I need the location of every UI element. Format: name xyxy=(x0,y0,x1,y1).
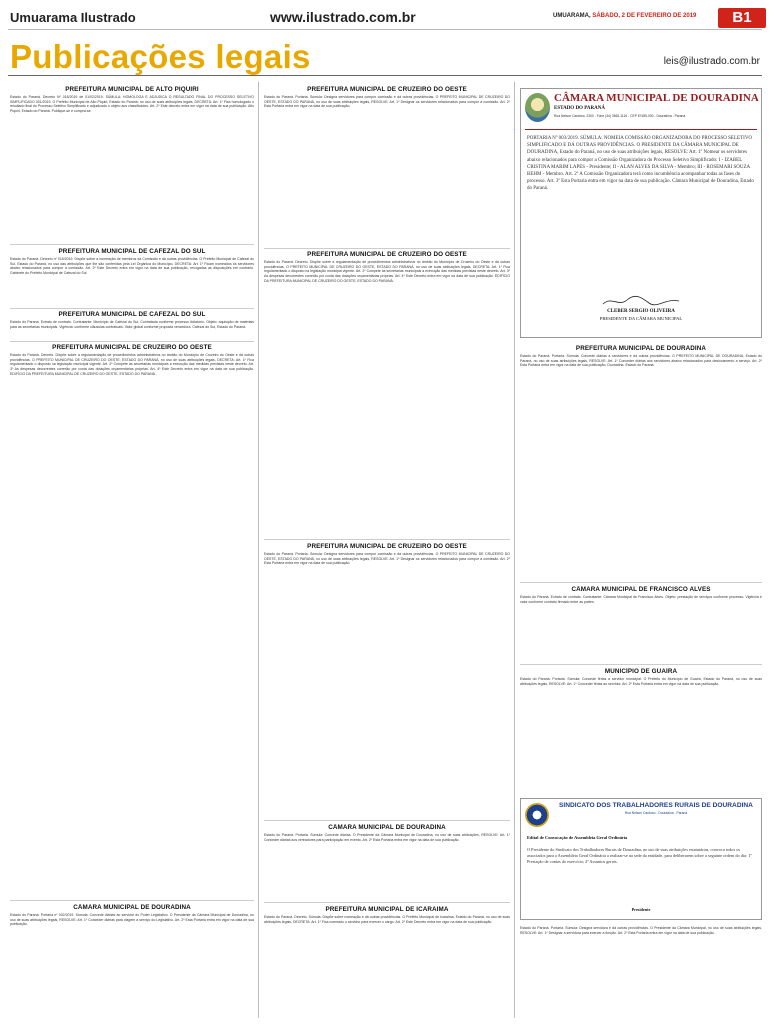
notice-body: Estado do Paraná. Portaria. Súmula: Designa servidores para compor comissão e dá outras providências. O PREFEITO MUNICIPAL DE CRUZEIRO DO OESTE, ESTADO DO PARANÁ, no uso de suas atribuições legais, RESOLVE: Art. 1º Designar os servidores relacionados para compor a comissão. Art. 2º Esta Portaria entra em vigor na data de sua publicação. xyxy=(264,95,510,109)
coat-of-arms-icon xyxy=(525,93,550,122)
notice-divider xyxy=(10,341,254,342)
notice-heading: CÂMARA MUNICIPAL DE DOURADINA xyxy=(73,904,191,911)
ad-heading: Edital de Convocação de Assembleia Geral Ordinária xyxy=(527,835,628,840)
notice-cafezal-2 xyxy=(10,311,254,339)
date: SÁBADO, 2 DE FEVEREIRO DE 2019 xyxy=(592,13,697,19)
ad-subtitle: ESTADO DO PARANÁ xyxy=(554,106,605,111)
notice-cruzeiro-oeste-lower xyxy=(264,543,510,805)
masthead-divider xyxy=(8,29,762,30)
notice-divider xyxy=(264,248,510,249)
notice-cafezal-1 xyxy=(10,248,254,306)
masthead xyxy=(8,8,762,32)
ad-divider xyxy=(525,129,757,130)
notice-heading: CÂMARA MUNICIPAL DE FRANCISCO ALVES xyxy=(571,586,711,593)
notice-heading: PREFEITURA MUNICIPAL DE DOURADINA xyxy=(575,345,707,352)
ad-body: O Presidente do Sindicato dos Trabalhadores Rurais de Douradina, no uso de suas atribuições estatutárias, convoca todos os associados para a Assembleia Geral Ordinária a realizar-se na sede da entidade, para deliberarem sobre a seguinte ordem do dia: 1º Prestação de contas do exercício; 2º Assuntos gerais. xyxy=(527,847,752,864)
notice-francisco-alves xyxy=(520,586,762,662)
notice-divider xyxy=(10,244,254,245)
paper-name: Umuarama Ilustrado xyxy=(10,10,136,25)
notice-body: Estado do Paraná. Decreto Nº 018/2019 de 01/02/2019. SÚMULA: HOMOLOGA E ADJUDICA O RESULTADO FINAL DO PROCESSO SELETIVO SIMPLIFICADO 001/2019. O Prefeito Municipal de Alto Piquiri, Estado do Paraná, no uso de suas atribuições legais, DECRETA: Art. 1º Fica homologado o resultado final do Processo Seletivo Simplificado e adjudicado o objeto aos classificados. Art. 2º Este decreto entra em vigor na data de sua publicação. Alto Piquiri, Estado do Paraná. Publique-se e cumpra-se. xyxy=(10,95,254,114)
column-divider xyxy=(258,82,259,1018)
column-divider xyxy=(514,82,515,1018)
notice-heading: PREFEITURA MUNICIPAL DE CAFEZAL DO SUL xyxy=(58,248,206,255)
notice-icaraima xyxy=(264,906,510,1014)
notice-cruzeiro-oeste-top xyxy=(264,86,510,212)
edition-date xyxy=(553,13,696,19)
notice-divider xyxy=(10,308,254,309)
notice-heading: PREFEITURA MUNICIPAL DE CRUZEIRO DO OESTE xyxy=(52,344,212,351)
signer-role: Presidente xyxy=(631,907,651,912)
section-email-link[interactable]: leis@ilustrado.com.br xyxy=(663,56,760,67)
notice-body: Estado do Paraná. Decreto nº 015/2019. Dispõe sobre a nomeação de membros da Comissão e dá outras providências. O Prefeito Municipal de Cafezal do Sul, Estado do Paraná, no uso das atribuições que lhe são conferidas pela Lei Orgânica do Município, DECRETA: Art. 1º Ficam nomeados os servidores abaixo relacionados para compor a comissão. Art. 2º Este Decreto entra em vigor na data de sua publicação, revogadas as disposições em contrário. Gabinete do Prefeito Municipal de Cafezal do Sul. xyxy=(10,257,254,276)
notice-body: Estado do Paraná. Extrato de contrato. Contratante: Município de Cafezal do Sul. Contratada conforme processo licitatório. Objeto: aquisição de materiais para as secretarias municipais. Vigência: conforme cláusulas contratuais. Valor global conforme proposta vencedora. Cafezal do Sul, Estado do Paraná. xyxy=(10,320,254,329)
notice-divider xyxy=(264,902,510,903)
notice-heading: PREFEITURA MUNICIPAL DE CRUZEIRO DO OESTE xyxy=(307,543,467,550)
notice-divider xyxy=(10,900,254,901)
notice-body: Estado do Paraná. Decreto. Súmula: Dispõe sobre nomeação e dá outras providências. O Prefeito Municipal de Icaraima, Estado do Paraná, no uso de suas atribuições legais, DECRETA: Art. 1º Fica nomeado o servidor para exercer o cargo. Art. 2º Este Decreto entra em vigor na data de sua publicação. xyxy=(264,915,510,924)
camara-douradina-ad xyxy=(520,88,762,338)
notice-cruzeiro-oeste-left xyxy=(10,344,254,896)
notice-divider xyxy=(520,664,762,665)
notice-heading: PREFEITURA MUNICIPAL DE ICARAIMA xyxy=(325,906,449,913)
notice-body: Estado do Paraná. Portaria. Súmula: Designa servidores para compor comissão e dá outras providências. O PREFEITO MUNICIPAL DE CRUZEIRO DO OESTE, ESTADO DO PARANÁ, no uso de suas atribuições legais, RESOLVE: Art. 1º Designar os servidores relacionados para compor a comissão. Art. 2º Esta Portaria entra em vigor na data de sua publicação. xyxy=(264,552,510,566)
page-number-badge: B1 xyxy=(718,8,766,28)
notice-douradina-right xyxy=(264,824,510,896)
notice-body: Estado do Paraná. Portaria nº 002/2019. Súmula: Concede diárias ao servidor do Poder Legislativo. O Presidente da Câmara Municipal de Douradina, no uso de suas atribuições legais, RESOLVE: Art. 1º Conceder diárias para viagem a serviço do Legislativo. Art. 2º Esta Portaria entra em vigor na data de sua publicação. xyxy=(10,913,254,927)
notice-body: Estado do Paraná. Decreto. Dispõe sobre a regulamentação de procedimentos administrativos no âmbito do Município de Cruzeiro do Oeste e dá outras providências. O PREFEITO MUNICIPAL DE CRUZEIRO DO OESTE, ESTADO DO PARANÁ, no uso de suas atribuições legais, DECRETA: Art. 1º Fica regulamentado o disposto na legislação municipal vigente. Art. 2º Compete às secretarias municipais a execução das medidas previstas neste decreto. Art. 3º As despesas decorrentes correrão por conta das dotações orçamentárias próprias. Art. 4º Este Decreto entra em vigor na data de sua publicação. EDIFÍCIO DA PREFEITURA MUNICIPAL DE CRUZEIRO DO OESTE, ESTADO DO PARANÁ. xyxy=(264,260,510,283)
notice-heading: PREFEITURA MUNICIPAL DE CRUZEIRO DO OESTE xyxy=(307,86,467,93)
notice-divider xyxy=(264,539,510,540)
ad-address: Rua Nelson Cardoso, 2300 - Fone (44) 3663-1116 - CEP 87485-000 - Douradina - Paraná xyxy=(554,114,686,118)
ad-title: CÂMARA MUNICIPAL DE DOURADINA xyxy=(554,92,759,104)
notice-body: Estado do Paraná. Portaria. Súmula: Concede férias a servidor municipal. O Prefeito do Município de Guaíra, Estado do Paraná, no uso de suas atribuições legais, RESOLVE: Art. 1º Conceder férias ao servidor. Art. 2º Esta Portaria entra em vigor na data de sua publicação. xyxy=(520,677,762,686)
ad-title: SINDICATO DOS TRABALHADORES RURAIS DE DOURADINA xyxy=(559,802,753,809)
sindicato-ad xyxy=(520,798,762,920)
section-title: Publicações legais xyxy=(10,38,311,75)
notice-douradina-left xyxy=(10,904,254,1014)
notice-body: Estado do Paraná. Portaria. Súmula: Concede diárias. O Presidente da Câmara Municipal de Douradina, no uso de suas atribuições, RESOLVE: Art. 1º Conceder diárias aos vereadores para participação em evento. Art. 2º Esta Portaria entra em vigor na data de sua publicação. xyxy=(264,833,510,842)
notice-body: Estado do Paraná. Extrato de contrato. Contratante: Câmara Municipal de Francisco Alves. Objeto: prestação de serviços conforme processo. Vigência e valor conforme contrato firmado entre as partes. xyxy=(520,595,762,604)
notice-divider xyxy=(520,582,762,583)
notice-douradina-bottom xyxy=(520,926,762,1014)
notice-body: Estado do Paraná. Portaria. Súmula: Designa servidora e dá outras providências. O Presidente da Câmara Municipal, no uso de suas atribuições legais, RESOLVE: Art. 1º Designar a servidora para exercer a função. Art. 2º Esta Portaria entra em vigor na data de sua publicação. xyxy=(520,926,762,935)
notice-heading: MUNICÍPIO DE GUAÍRA xyxy=(604,668,678,675)
notice-heading: PREFEITURA MUNICIPAL DE CRUZEIRO DO OESTE xyxy=(307,251,467,258)
notice-heading: PREFEITURA MUNICIPAL DE ALTO PIQUIRI xyxy=(65,86,199,93)
notice-alto-piquiri xyxy=(10,86,254,240)
ad-subtitle: Rua Nelson Cardoso - Douradina - Paraná xyxy=(624,811,688,815)
ad-body: PORTARIA Nº 003/2019. SÚMULA: NOMEIA COMISSÃO ORGANIZADORA DO PROCESSO SELETIVO SIMPLIFICADO E DÁ OUTRAS PROVIDÊNCIAS. O PRESIDENTE DA CÂMARA MUNICIPAL DE DOURADINA, Estado do Paraná, no uso de suas atribuições legais, RESOLVE: Art. 1º Nomear os servidores abaixo relacionados para compor a Comissão Organizadora do Processo Seletivo Simplificado: I - IZABEL CRISTINA MARIM LAPES - Presidente; II - ALAN ALVES DA SILVA - Membro; III - ROSEMARI SOUZA BEHM - Membro. Art. 2º A Comissão Organizadora terá como incumbência acompanhar todas as fases do processo. Art. 3º Esta Portaria entra em vigor na data de sua publicação. Câmara Municipal de Douradina, Estado do Paraná. xyxy=(527,136,754,192)
notice-body: Estado do Paraná. Decreto. Dispõe sobre a regulamentação de procedimentos administrativos no âmbito do Município de Cruzeiro do Oeste e dá outras providências. O PREFEITO MUNICIPAL DE CRUZEIRO DO OESTE, ESTADO DO PARANÁ, no uso de suas atribuições legais, DECRETA: Art. 1º Fica regulamentado o disposto na legislação municipal vigente. Art. 2º Compete às secretarias municipais a execução das medidas previstas neste decreto. Art. 3º As despesas decorrentes correrão por conta das dotações orçamentárias próprias. Art. 4º Este Decreto entra em vigor na data de sua publicação. EDIFÍCIO DA PREFEITURA MUNICIPAL DE CRUZEIRO DO OESTE, ESTADO DO PARANÁ. xyxy=(10,353,254,376)
signer-role: PRESIDENTE DA CÂMARA MUNICIPAL xyxy=(599,316,683,321)
notice-cruzeiro-oeste-middle xyxy=(264,251,510,537)
title-divider xyxy=(8,75,762,76)
city: UMUARAMA, xyxy=(553,13,591,19)
union-logo-icon xyxy=(525,803,549,827)
notice-guaira xyxy=(520,668,762,792)
notice-heading: CÂMARA MUNICIPAL DE DOURADINA xyxy=(328,824,446,831)
website-link[interactable]: www.ilustrado.com.br xyxy=(270,9,416,25)
signature-icon xyxy=(601,295,681,307)
notice-body: Estado do Paraná. Portaria. Súmula: Concede diárias a servidores e dá outras providências. O PREFEITO MUNICIPAL DE DOURADINA, Estado do Paraná, no uso de suas atribuições legais, RESOLVE: Art. 1º Conceder diárias aos servidores abaixo relacionados para deslocamento a serviço. Art. 2º Esta Portaria entra em vigor na data de sua publicação. Douradina, Estado do Paraná. xyxy=(520,354,762,368)
signer-name: CLEBER SERGIO OLIVEIRA xyxy=(607,309,675,314)
notice-heading: PREFEITURA MUNICIPAL DE CAFEZAL DO SUL xyxy=(58,311,206,318)
notice-divider xyxy=(264,820,510,821)
notice-douradina-col3 xyxy=(520,345,762,555)
